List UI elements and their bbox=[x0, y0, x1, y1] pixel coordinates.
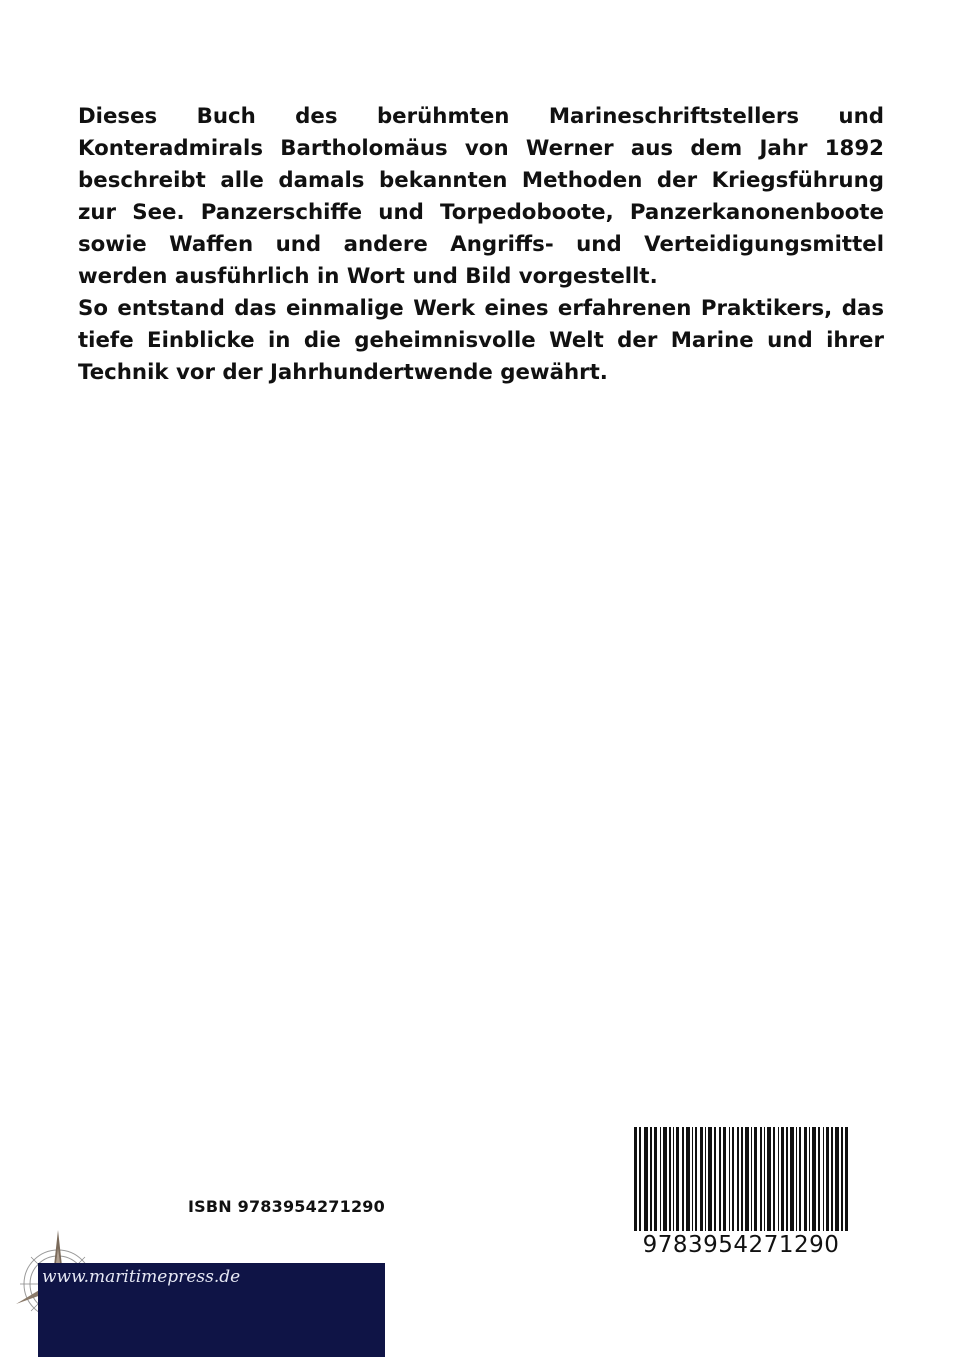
barcode-number: 9783954271290 bbox=[642, 1232, 840, 1258]
isbn-label: ISBN 9783954271290 bbox=[188, 1197, 385, 1216]
blurb-paragraph-1: Dieses Buch des berühmten Marineschriftstellers und Konteradmirals Bartholomäus von Werner aus dem Jahr 1892 beschreibt alle damals bekannten Methoden der Kriegsführung zur See. Panzerschiffe und Torpedoboote, Panzerkanonenboote sowie Waffen und andere Angriffs- und Verteidigungsmittel werden ausführlich in Wort und Bild vorgestellt. bbox=[78, 104, 884, 289]
isbn-barcode bbox=[634, 1127, 848, 1260]
blurb-paragraph-2: So entstand das einmalige Werk eines erfahrenen Praktikers, das tiefe Einblicke in die geheimnisvolle Welt der Marine und ihrer Technik vor der Jahrhundertwende gewährt. bbox=[78, 296, 884, 385]
back-cover-blurb bbox=[78, 101, 884, 389]
publisher-url[interactable]: www.maritimepress.de bbox=[42, 1267, 241, 1287]
barcode-bars bbox=[634, 1127, 848, 1231]
